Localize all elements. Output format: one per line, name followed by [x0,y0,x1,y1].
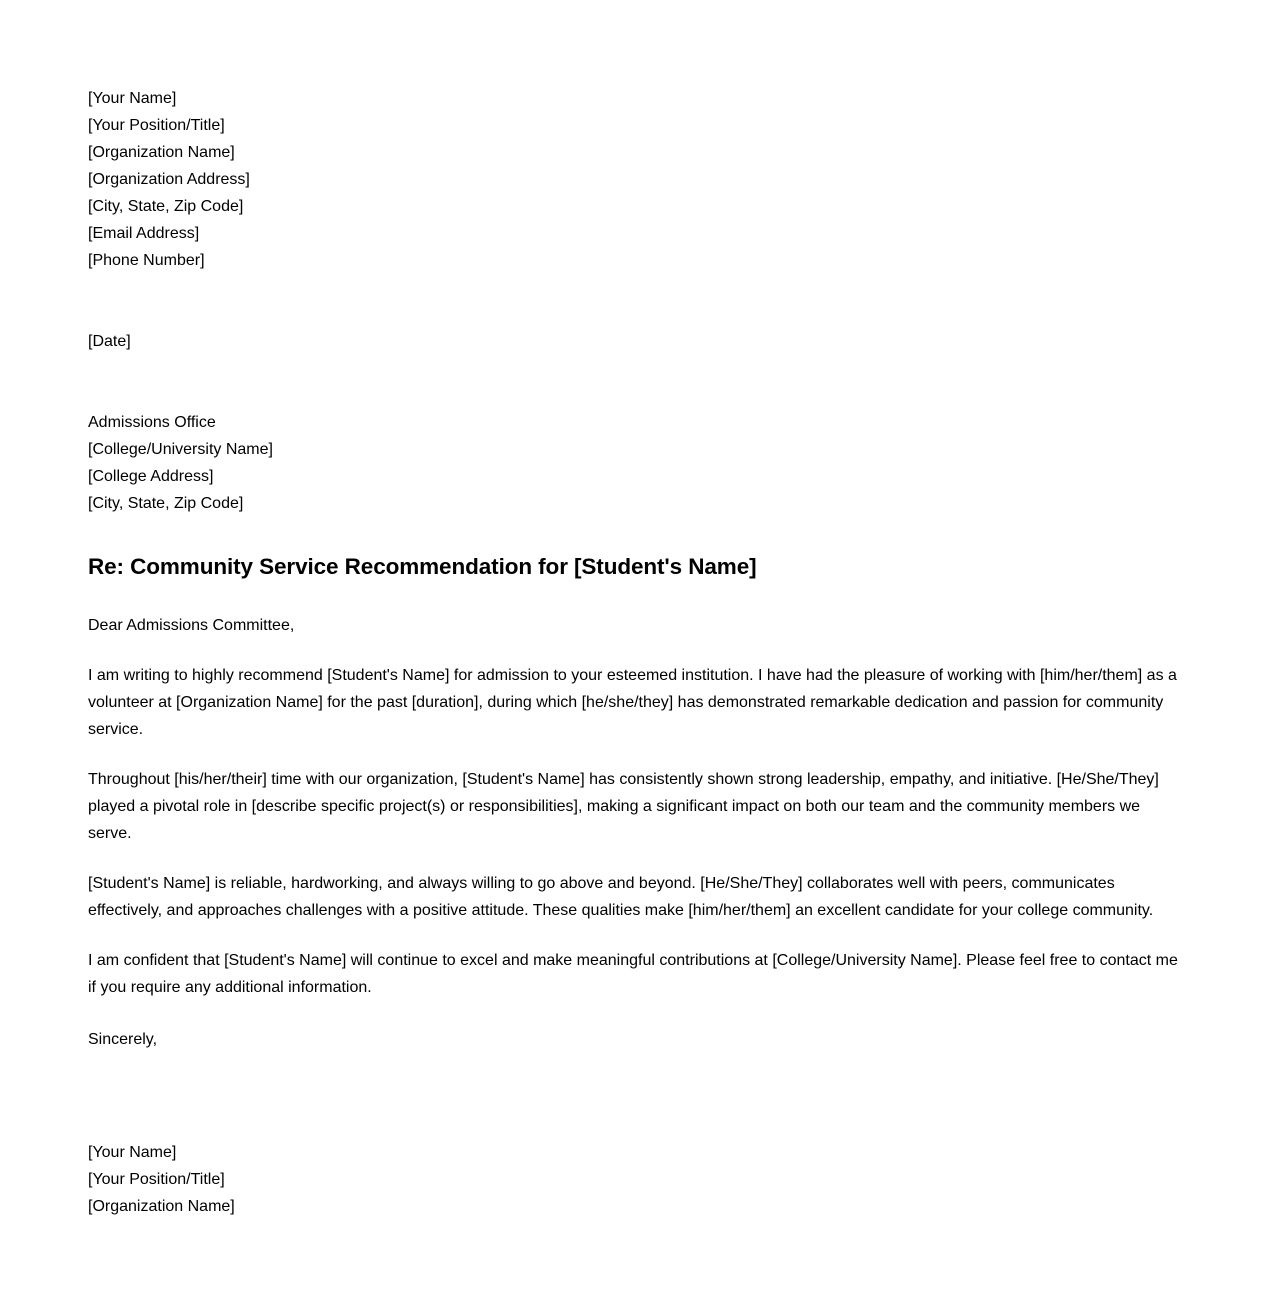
sender-organization: [Organization Name] [88,144,235,161]
signature-name: [Your Name] [88,1144,177,1161]
signature-block [88,1139,1182,1220]
body-paragraph-2: Throughout [his/her/their] time with our organization, [Student's Name] has consistently shown strong leadership, empathy, and initiative. [He/She/They] played a pivotal role in [describe specific project(s) or responsibilities], making a significant impact on both our team and the community members we serve. [88,771,1159,842]
date-block [88,328,1182,355]
recipient-address-block [88,409,1182,517]
letter-date: [Date] [88,333,131,350]
recipient-institution: [College/University Name] [88,441,273,458]
sender-address-block [88,85,1182,274]
signature-organization: [Organization Name] [88,1198,235,1215]
body-paragraph-3: [Student's Name] is reliable, hardworking, and always willing to go above and beyond. [He/She/They] collaborates well with peers, communicates effectively, and approaches challenges with a positive attitude. These qualities make [him/her/them] an excellent candidate for your college community. [88,875,1154,919]
recipient-city-state-zip: [City, State, Zip Code] [88,495,244,512]
sender-email: [Email Address] [88,225,200,242]
letter-body [88,85,1182,1220]
body-paragraph-1: I am writing to highly recommend [Student's Name] for admission to your esteemed institution. I have had the pleasure of working with [him/her/them] as a volunteer at [Organization Name] for the past [duration], during which [he/she/they] has demonstrated remarkable dedication and passion for community service. [88,667,1177,738]
closing: Sincerely, [88,1031,158,1048]
signature-space [88,1053,1182,1139]
salutation: Dear Admissions Committee, [88,617,295,634]
subject-line: Re: Community Service Recommendation for [Student's Name] [88,554,757,579]
body-paragraph-4: I am confident that [Student's Name] will continue to excel and make meaningful contributions at [College/University Name]. Please feel free to contact me if you require any additional information. [88,952,1178,996]
signature-position: [Your Position/Title] [88,1171,225,1188]
sender-position: [Your Position/Title] [88,117,225,134]
sender-organization-address: [Organization Address] [88,171,250,188]
sender-name: [Your Name] [88,90,177,107]
sender-phone: [Phone Number] [88,252,205,269]
recipient-office: Admissions Office [88,414,216,431]
sender-city-state-zip: [City, State, Zip Code] [88,198,244,215]
recipient-address: [College Address] [88,468,214,485]
